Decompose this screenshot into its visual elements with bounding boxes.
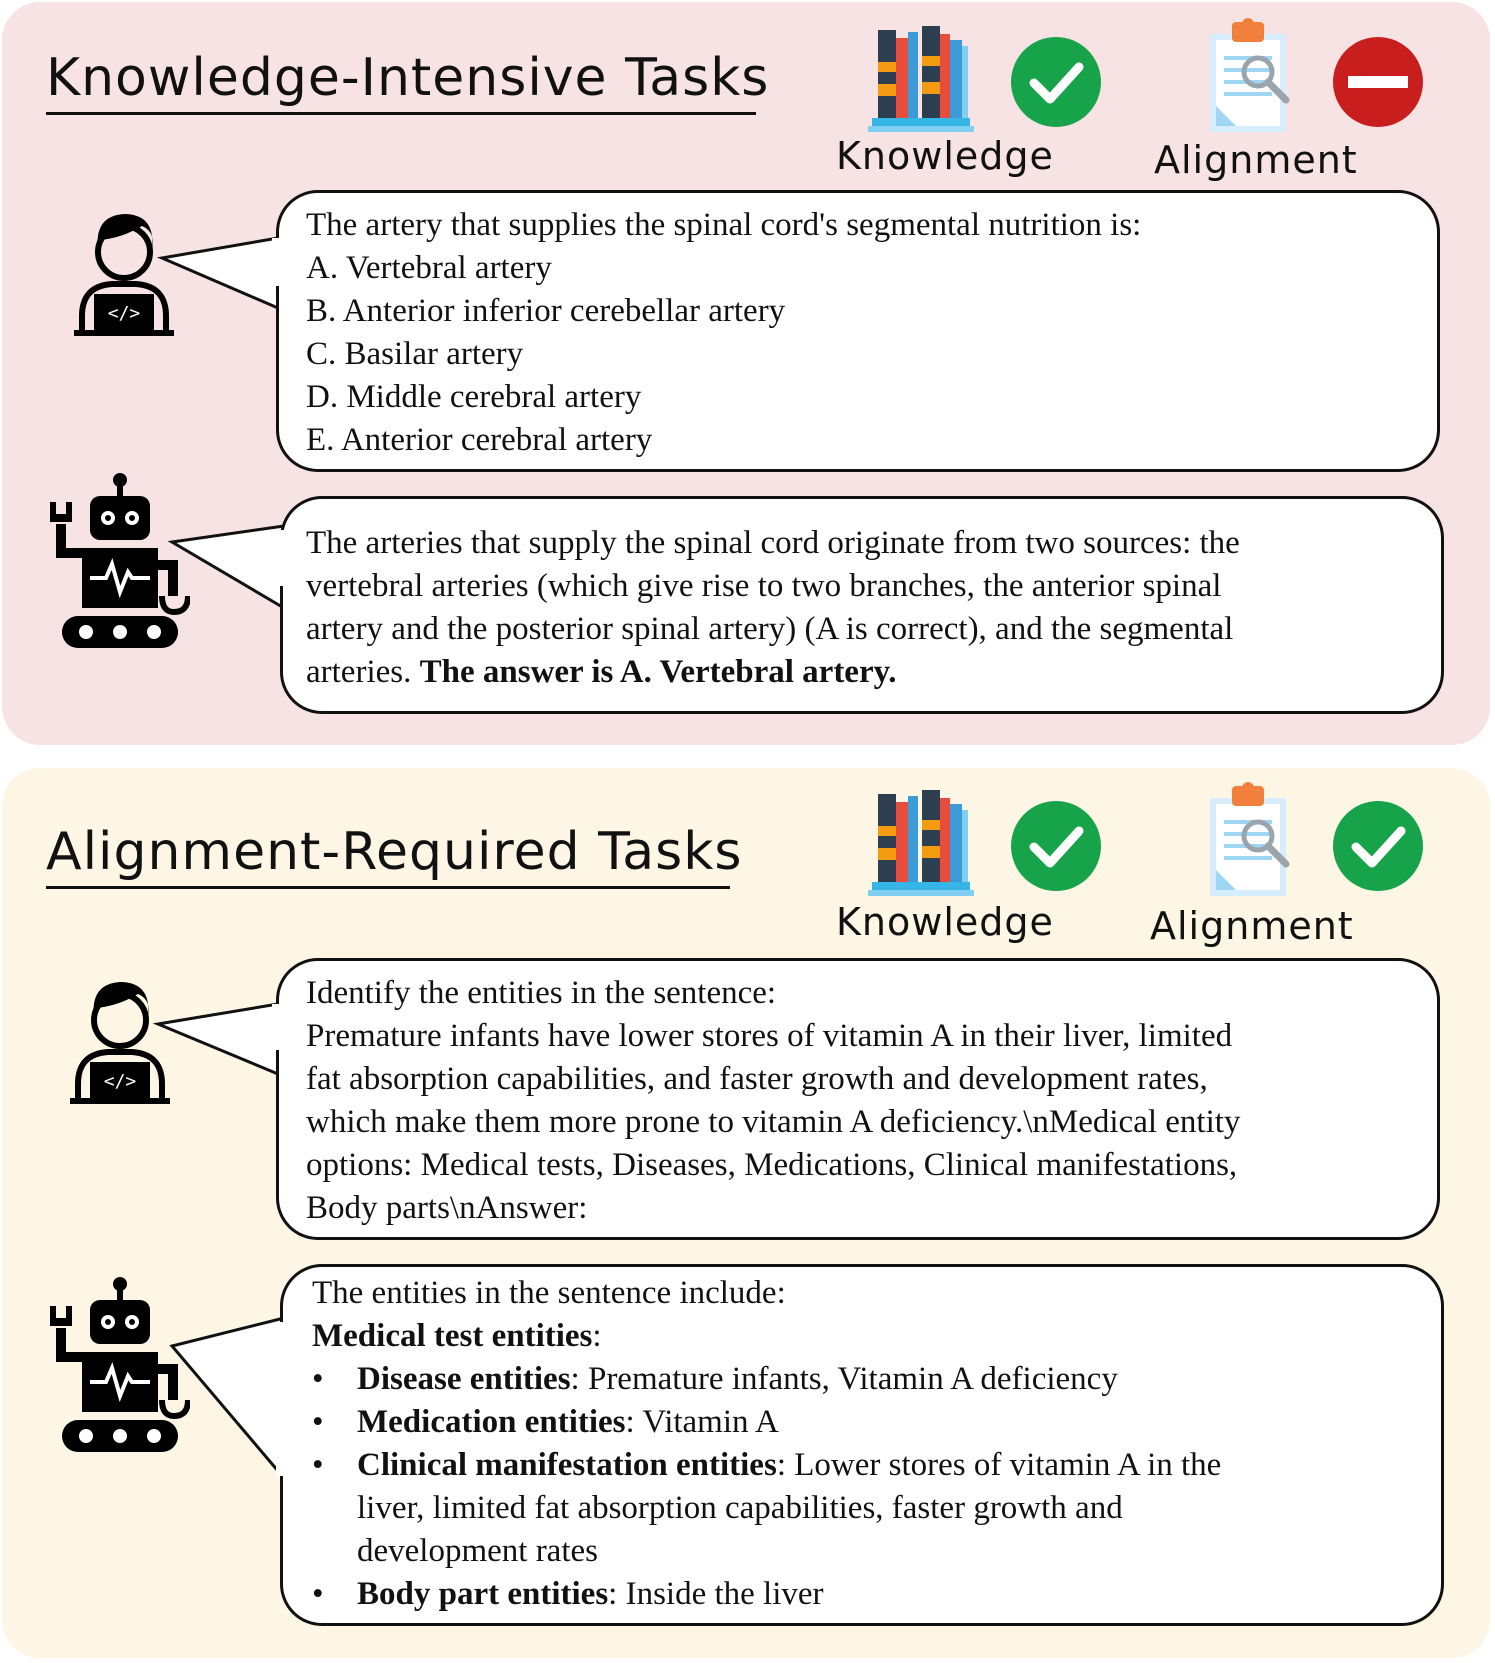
bullet-label: Medication entities [357,1404,626,1440]
medical-test-label: Medical test entities [312,1318,593,1354]
question-line: options: Medical tests, Diseases, Medications, Clinical manifestations, [306,1147,1238,1183]
knowledge-label: Knowledge [836,134,1054,178]
svg-text:</>: </> [103,1071,137,1092]
answer-bubble-tail [170,520,286,610]
bullet-label: Body part entities [357,1576,609,1612]
tail-cover [272,998,282,1058]
bullet-label: Disease entities [357,1361,571,1397]
option-line: B. Anterior inferior cerebellar artery [306,293,786,329]
option-line: D. Middle cerebral artery [306,379,642,415]
books-icon [868,26,974,134]
entities-intro: The entities in the sentence include: [312,1275,786,1311]
bullet-dot: • [312,1447,324,1483]
bullet-value: : Lower stores of vitamin A in the [776,1447,1222,1483]
bullet-item [312,1401,1221,1444]
robot-icon [48,1276,190,1454]
bullet-label: Clinical manifestation entities [357,1447,777,1483]
answer-line: artery and the posterior spinal artery) (A is correct), and the segmental [306,611,1234,647]
answer-bubble-tail [170,1312,286,1482]
knowledge-check-icon [1010,800,1102,892]
panel2-title-underline [46,886,730,889]
option-line: C. Basilar artery [306,336,524,372]
answer-text [306,522,1240,694]
bullet-continuation: development rates [357,1533,598,1569]
bullet-value: : Vitamin A [625,1404,779,1440]
clipboard-search-icon [1206,16,1296,136]
panel2-title: Alignment-Required Tasks [46,822,743,882]
tail-cover [276,524,286,594]
question-line: Premature infants have lower stores of vitamin A in their liver, limited [306,1018,1233,1054]
answer-last-line [306,651,1240,694]
entities-answer-text [312,1272,1221,1616]
answer-bold: The answer is A. Vertebral artery. [419,654,897,690]
medical-test-line [312,1315,1221,1358]
bullet-continuation: liver, limited fat absorption capabilities, faster growth and [357,1490,1123,1526]
answer-plain: arteries. [306,654,420,690]
books-icon [868,790,974,898]
question-bubble-tail [156,998,280,1078]
option-line: E. Anterior cerebral artery [306,422,653,458]
bullet-value: : Inside the liver [608,1576,824,1612]
answer-line: The arteries that supply the spinal cord originate from two sources: the [306,525,1240,561]
panel1-title: Knowledge-Intensive Tasks [46,48,770,108]
bullet-dot: • [312,1576,324,1612]
svg-text:</>: </> [107,303,141,324]
alignment-label: Alignment [1154,138,1358,182]
bullet-item [312,1444,1221,1487]
bullet-dot: • [312,1404,324,1440]
bullet-item [312,1358,1221,1401]
question-line: Identify the entities in the sentence: [306,975,777,1011]
alignment-label: Alignment [1150,904,1354,948]
knowledge-check-icon [1010,36,1102,128]
tail-cover [276,1316,286,1466]
bullet-item [312,1573,1221,1616]
bullet-dot: • [312,1361,324,1397]
question-line: The artery that supplies the spinal cord's segmental nutrition is: [306,207,1142,243]
panel1-title-underline [46,112,756,115]
option-line: A. Vertebral artery [306,250,552,286]
tail-cover [272,232,282,292]
question-bubble-tail [160,230,280,310]
question-line: which make them more prone to vitamin A deficiency.\nMedical entity [306,1104,1241,1140]
answer-line: vertebral arteries (which give rise to two branches, the anterior spinal [306,568,1222,604]
medical-test-value: : [592,1318,602,1354]
question-line: fat absorption capabilities, and faster growth and development rates, [306,1061,1208,1097]
alignment-check-icon [1332,800,1424,892]
robot-icon [48,472,190,650]
question-text [306,972,1240,1230]
question-line: Body parts\nAnswer: [306,1190,588,1226]
clipboard-search-icon [1206,780,1296,900]
knowledge-label: Knowledge [836,900,1054,944]
alignment-blocked-icon [1332,36,1424,128]
bullet-value: : Premature infants, Vitamin A deficiency [570,1361,1118,1397]
question-text [306,204,1141,462]
